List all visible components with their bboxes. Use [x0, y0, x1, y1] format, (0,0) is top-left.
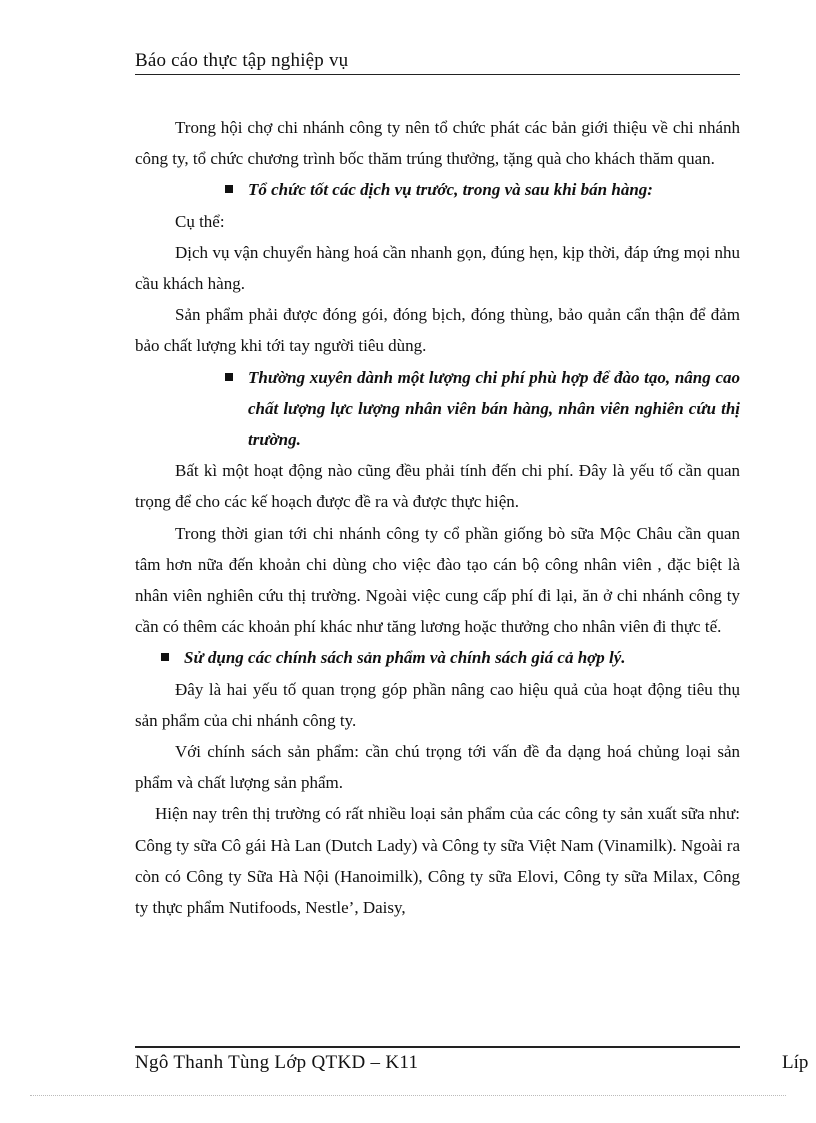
paragraph-market-competitors: Hiện nay trên thị trường có rất nhiều loại sản phẩm của các công ty sản xuất sữa như: Công ty sữa Cô gái Hà Lan (Dutch Lady) và Công ty sữa Việt Nam (Vinamilk). Ngoài ra còn có Công ty Sữa Hà Nội (Hanoimilk), Công ty sữa Elovi, Công ty sữa Milax, Công ty thực phẩm Nutifoods, Nestle’, Daisy, — [135, 804, 740, 918]
page-header-title: Báo cáo thực tập nghiệp vụ — [135, 50, 349, 71]
square-bullet-icon — [225, 373, 233, 381]
footer-class-label: Líp — [782, 1052, 809, 1073]
footer-divider — [135, 1046, 740, 1048]
bullet-text: Tổ chức tốt các dịch vụ trước, trong và sau khi bán hàng: — [248, 180, 653, 200]
bullet-service-heading — [135, 174, 740, 205]
footer-author: Ngô Thanh Tùng Lớp QTKD – K11 — [135, 1052, 419, 1073]
square-bullet-icon — [225, 185, 233, 193]
paragraph-transport-service: Dịch vụ vận chuyển hàng hoá cần nhanh gọn, đúng hẹn, kịp thời, đáp ứng mọi nhu cầu khách hàng. — [135, 242, 740, 294]
square-bullet-icon — [161, 653, 169, 661]
paragraph-cost: Bất kì một hoạt động nào cũng đều phải tính đến chi phí. Đây là yếu tố cần quan trọng để cho các kế hoạch được đề ra và được thực hiện. — [135, 461, 740, 512]
paragraph-specifically: Cụ thể: — [175, 211, 225, 231]
paragraph-training-budget: Trong thời gian tới chi nhánh công ty cổ phần giống bò sữa Mộc Châu cần quan tâm hơn nữa đến khoản chi dùng cho việc đào tạo cán bộ công nhân viên , đặc biệt là nhân viên nghiên cứu thị trường. Ngoài việc cung cấp phí đi lại, ăn ở chi nhánh công ty cần có thêm các khoản phí khác như tăng lương hoặc thưởng cho nhân viên đi thực tế. — [135, 523, 740, 637]
paragraph-two-factors: Đây là hai yếu tố quan trọng góp phần nâng cao hiệu quả của hoạt động tiêu thụ sản phẩm của chi nhánh công ty. — [135, 679, 740, 730]
paragraph-packaging: Sản phẩm phải được đóng gói, đóng bịch, đóng thùng, bảo quản cẩn thận để đảm bảo chất lượng khi tới tay người tiêu dùng. — [135, 305, 740, 356]
page-edge-dotted-line — [30, 1095, 786, 1096]
header-divider — [135, 74, 740, 75]
paragraph-fair-promotion: Trong hội chợ chi nhánh công ty nên tổ chức phát các bản giới thiệu về chi nhánh công ty, tổ chức chương trình bốc thăm trúng thưởng, tặng quà cho khách thăm quan. — [135, 118, 740, 169]
bullet-text: Thường xuyên dành một lượng chi phí phù hợp để đào tạo, nâng cao chất lượng lực lượng nhân viên bán hàng, nhân viên nghiên cứu thị trường. — [248, 367, 740, 450]
bullet-text: Sử dụng các chính sách sản phẩm và chính sách giá cả hợp lý. — [184, 648, 626, 668]
bullet-policy-heading — [135, 642, 740, 673]
paragraph-product-policy: Với chính sách sản phẩm: cần chú trọng tới vấn đề đa dạng hoá chủng loại sản phẩm và chất lượng sản phẩm. — [135, 742, 740, 793]
document-body — [135, 112, 740, 923]
bullet-training-heading — [135, 362, 740, 456]
